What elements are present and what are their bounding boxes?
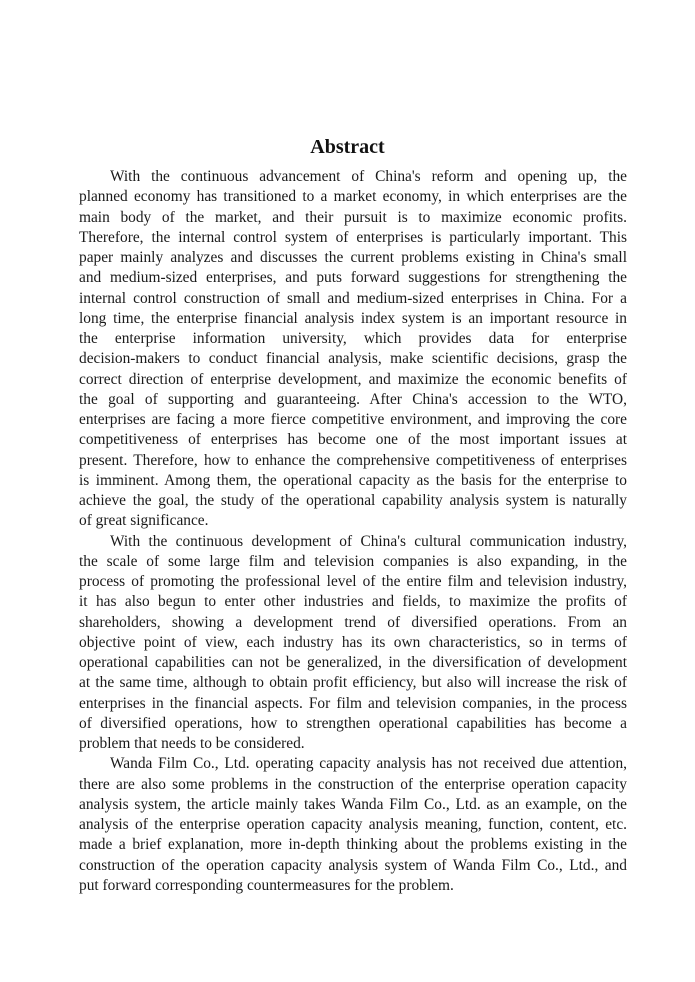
text-line: there are also some problems in the construction of the enterprise operation capacity [79,775,627,793]
abstract-paragraph-1 [79,167,627,532]
text-line: made a brief explanation, more in-depth thinking about the problems existing in the [79,836,627,854]
text-line: analysis system, the article mainly takes Wanda Film Co., Ltd. as an example, on the [79,795,627,813]
text-line: main body of the market, and their pursuit is to maximize economic profits. [79,208,627,226]
text-line: put forward corresponding countermeasures for the problem. [79,876,454,894]
abstract-paragraph-3 [79,754,627,896]
abstract-title: Abstract [310,136,385,158]
text-line: With the continuous advancement of China's reform and opening up, the [110,168,627,185]
text-line: the scale of some large film and television companies is also expanding, in the [79,552,627,570]
text-line: at the same time, although to obtain profit efficiency, but also will increase the risk of [79,674,627,692]
text-line: of great significance. [79,512,209,530]
text-line: and medium-sized enterprises, and puts forward suggestions for strengthening the [79,269,627,287]
text-line: process of promoting the professional level of the entire film and television industry, [79,573,627,590]
text-line: Therefore, the internal control system of enterprises is particularly important. This [79,228,627,246]
text-line: enterprises are facing a more fierce competitive environment, and improving the core [79,411,627,428]
text-line: achieve the goal, the study of the operational capability analysis system is naturally [79,492,627,509]
abstract-paragraph-2 [79,532,627,755]
abstract-body [79,167,627,896]
text-line: it has also begun to enter other industries and fields, to maximize the profits of [79,593,627,611]
text-line: operational capabilities can not be generalized, in the diversification of development [79,654,627,671]
text-line: construction of the operation capacity analysis system of Wanda Film Co., Ltd., and [79,856,627,874]
text-line: With the continuous development of China's cultural communication industry, [110,532,627,550]
text-line: enterprises in the financial aspects. For film and television companies, in the process [79,694,627,712]
text-line: objective point of view, each industry has its own characteristics, so in terms of [79,633,627,651]
text-line: decision-makers to conduct financial analysis, make scientific decisions, grasp the [79,350,627,368]
text-line: competitiveness of enterprises has become one of the most important issues at [79,431,627,449]
text-line: problem that needs to be considered. [79,735,305,752]
text-line: analysis of the enterprise operation capacity analysis meaning, function, content, etc. [79,816,627,833]
text-line: correct direction of enterprise development, and maximize the economic benefits of [79,370,627,388]
text-line: internal control construction of small and medium-sized enterprises in China. For a [79,289,627,307]
text-line: long time, the enterprise financial analysis index system is an important resource in [79,309,627,327]
text-line: paper mainly analyzes and discusses the current problems existing in China's small [79,249,627,266]
text-line: planned economy has transitioned to a market economy, in which enterprises are the [79,188,627,206]
text-line: is imminent. Among them, the operational capacity as the basis for the enterprise to [79,471,627,489]
text-line: of diversified operations, how to strengthen operational capabilities has become a [79,714,627,732]
text-line: shareholders, showing a development trend of diversified operations. From an [79,613,627,631]
text-line: present. Therefore, how to enhance the comprehensive competitiveness of enterprises [79,451,627,469]
text-line: Wanda Film Co., Ltd. operating capacity analysis has not received due attention, [110,755,627,773]
text-line: the goal of supporting and guaranteeing. After China's accession to the WTO, [79,390,627,408]
text-line: the enterprise information university, which provides data for enterprise [79,330,627,347]
